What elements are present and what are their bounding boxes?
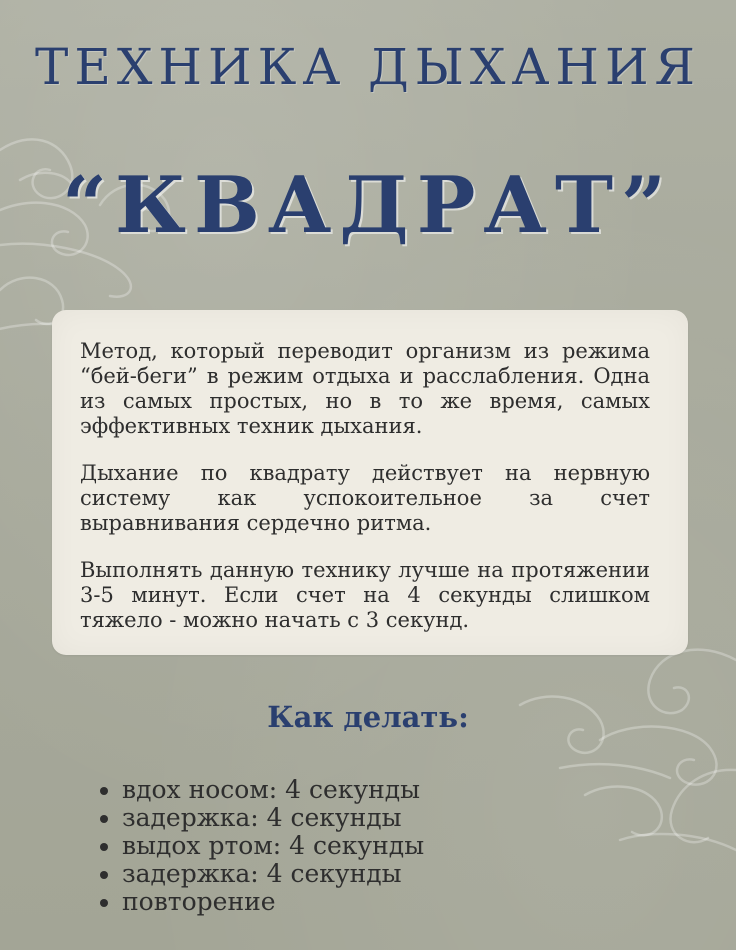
bullet-icon: [100, 815, 108, 823]
how-to-title: Как делать:: [267, 700, 469, 734]
step-text: повторение: [122, 887, 276, 916]
list-item: [98, 888, 424, 916]
bullet-icon: [100, 787, 108, 795]
page-title-line2: “КВАДРАТ”: [62, 160, 674, 251]
list-item: [98, 776, 424, 804]
description-paragraph-3: Выполнять данную технику лучше на протяжении 3-5 минут. Если счет на 4 секунды слишком тяжело - можно начать с 3 секунд.: [80, 558, 650, 632]
description-paragraph-2: Дыхание по квадрату действует на нервную систему как успокоительное за счет выравнивания сердечно ритма.: [80, 461, 650, 535]
list-item: [98, 860, 424, 888]
list-item: [98, 804, 424, 832]
step-text: вдох носом: 4 секунды: [122, 775, 421, 804]
page-title-line1: ТЕХНИКА ДЫХАНИЯ: [34, 38, 701, 96]
bullet-icon: [100, 899, 108, 907]
description-paragraph-1: Метод, который переводит организм из режима “бей-беги” в режим отдыха и расслабления. Одна из самых простых, но в то же время, самых эффективных техник дыхания.: [80, 339, 650, 438]
bullet-icon: [100, 871, 108, 879]
description-card: [52, 310, 688, 655]
cloud-ornament-right-icon: [520, 650, 736, 850]
step-text: задержка: 4 секунды: [122, 859, 402, 888]
step-text: выдох ртом: 4 секунды: [122, 831, 425, 860]
step-text: задержка: 4 секунды: [122, 803, 402, 832]
bullet-icon: [100, 843, 108, 851]
steps-list: [98, 776, 424, 916]
list-item: [98, 832, 424, 860]
